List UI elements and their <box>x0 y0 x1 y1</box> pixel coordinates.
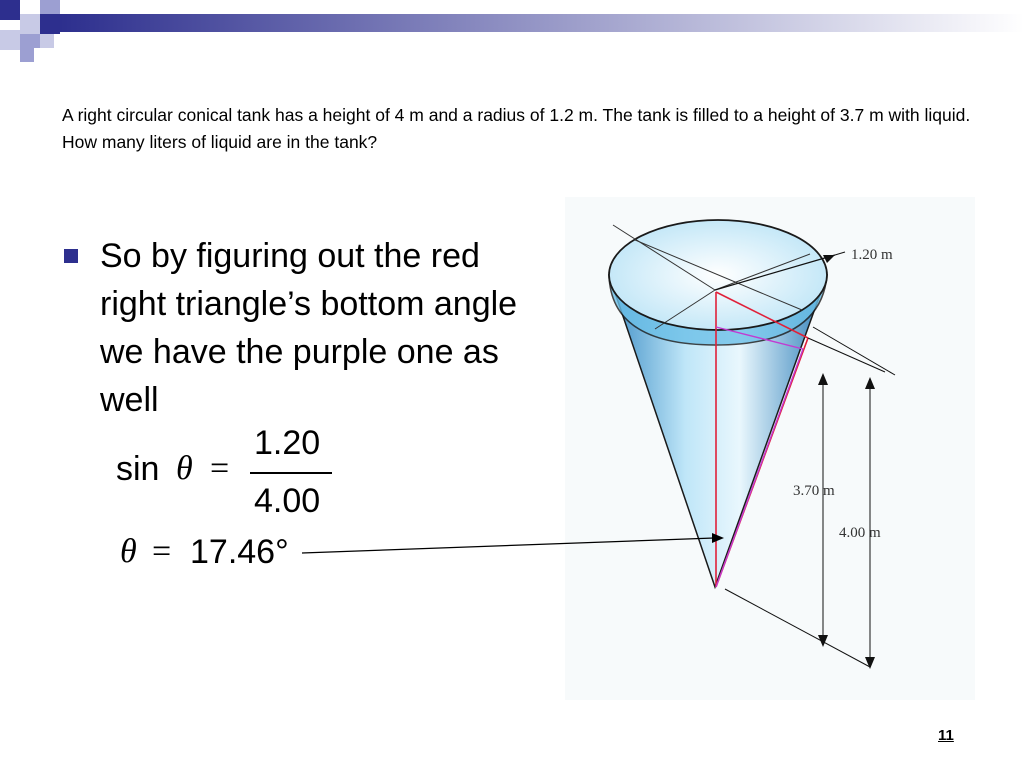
eq2-result: 17.46° <box>190 533 289 571</box>
problem-statement: A right circular conical tank has a height of 4 m and a radius of 1.2 m. The tank is filled to a height of 3.7 m with liquid. How many liters of liquid are in the tank? <box>62 105 971 152</box>
cone-figure <box>565 197 975 700</box>
radius-label: 1.20 m <box>851 247 893 263</box>
cone-illustration <box>565 197 975 700</box>
bullet-text: So by figuring out the red right triangle’s bottom angle we have the purple one as well <box>100 237 518 419</box>
eq2-theta-symbol: θ <box>120 533 137 570</box>
eq-theta-symbol: θ <box>176 450 193 487</box>
bullet-square-icon <box>64 249 78 263</box>
liquid-height-label: 3.70 m <box>793 483 835 499</box>
eq-denominator: 4.00 <box>254 482 321 520</box>
corner-decoration <box>0 0 1024 64</box>
eq2-equals-sign: = <box>152 533 172 570</box>
page-number: 11 <box>938 727 954 744</box>
eq-numerator: 1.20 <box>254 424 321 462</box>
eq-equals-sign: = <box>210 450 230 487</box>
eq-fraction-bar <box>250 472 332 474</box>
total-height-label: 4.00 m <box>839 525 881 541</box>
eq-sin-label: sin <box>116 450 160 488</box>
